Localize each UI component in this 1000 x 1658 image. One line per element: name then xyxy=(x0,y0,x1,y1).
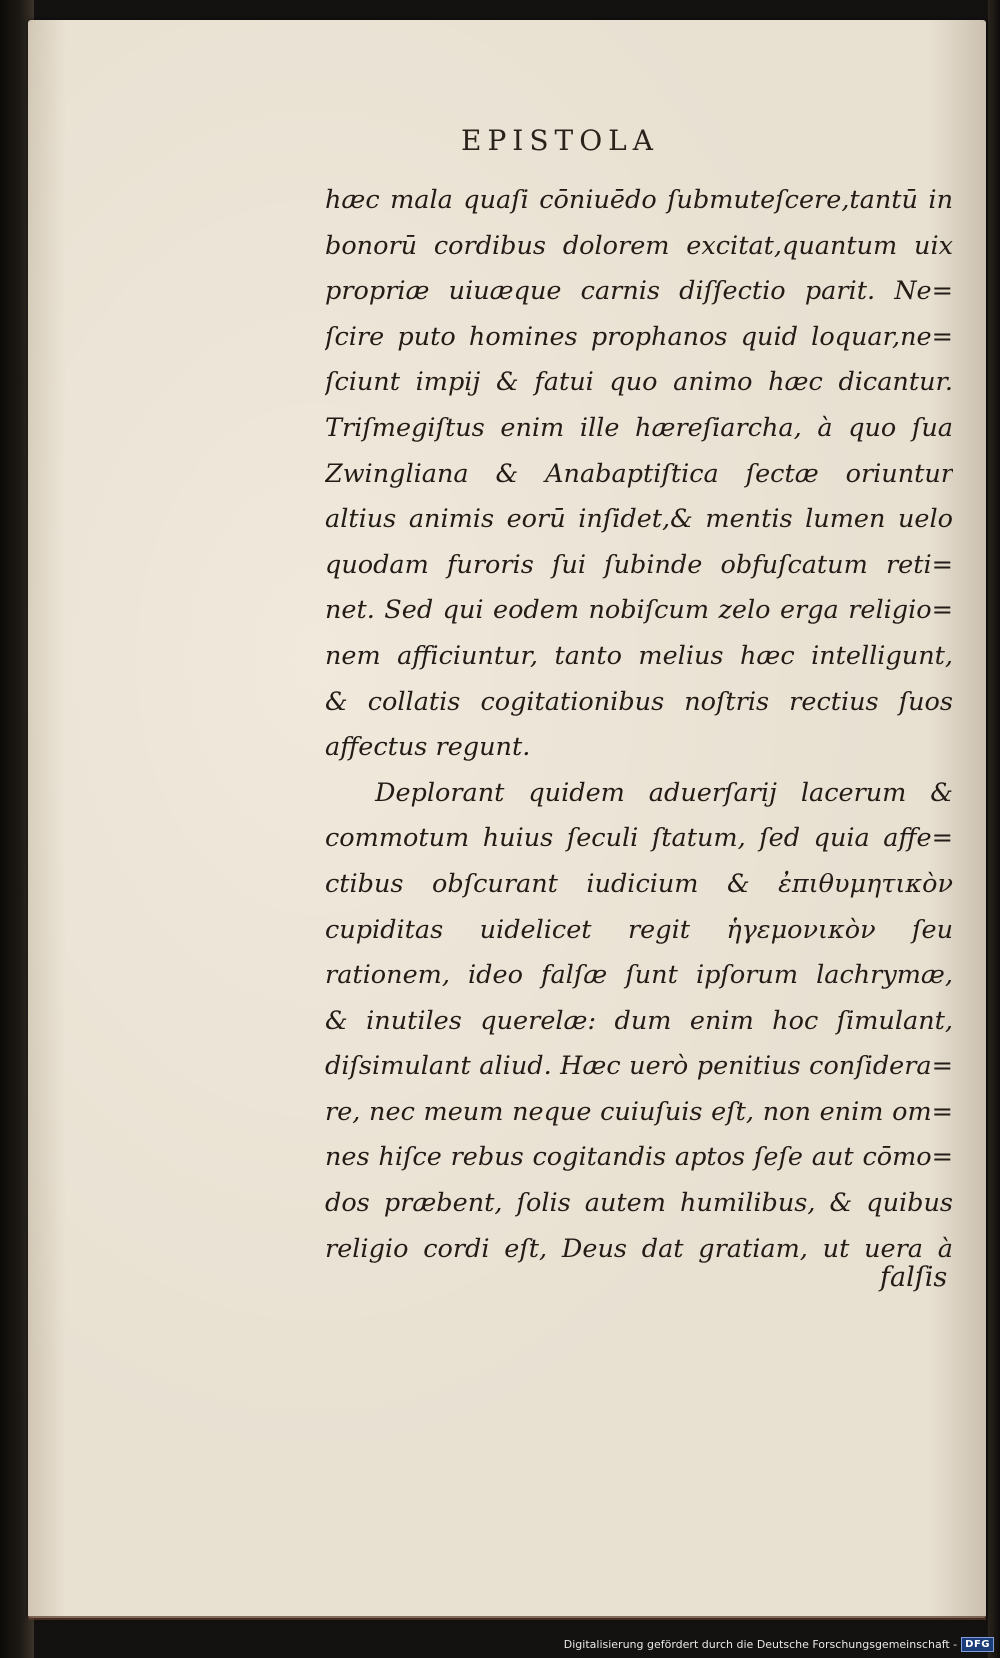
text-line: bonorū cordibus dolorem excitat,quantum uix xyxy=(325,230,953,261)
text-line: & inutiles querelæ: dum enim hoc ſimulant, xyxy=(325,1005,953,1036)
text-line: commotum huius ſeculi ſtatum, ſed quia affe= xyxy=(325,823,953,854)
text-line: nes hiſce rebus cogitandis aptos ſeſe aut cōmo= xyxy=(325,1142,953,1173)
text-line: hæc mala quaſi cōniuēdo ſubmuteſcere,tantū in xyxy=(325,185,953,215)
text-line: cupiditas uidelicet regit ἡγεμονικὸν ſeu xyxy=(325,914,953,945)
text-line: quodam furoris ſui ſubinde obfuſcatum reti= xyxy=(325,549,953,580)
running-head: EPISTOLA xyxy=(461,124,659,157)
footer-credit-text: Digitalisierung gefördert durch die Deutsche Forschungsgemeinschaft - xyxy=(563,1637,958,1651)
paragraph-2 xyxy=(325,771,953,1273)
digitization-footer xyxy=(564,1634,994,1654)
text-line: nem afficiuntur, tanto melius hæc intelligunt, xyxy=(325,640,953,671)
text-line: re, nec meum neque cuiuſuis eſt, non enim om= xyxy=(325,1096,953,1127)
text-line: religio cordi eſt, Deus dat gratiam, ut uera à xyxy=(325,1233,953,1264)
page-body xyxy=(325,178,953,1272)
text-line: rationem, ideo falſæ ſunt ipſorum lachrymæ, xyxy=(325,960,953,991)
page-bottom-edge xyxy=(28,1616,986,1620)
text-line: dos præbent, ſolis autem humilibus, & quibus xyxy=(325,1188,953,1219)
text-line: Deplorant quidem aduerſarij lacerum & xyxy=(375,777,953,808)
text-line: ctibus obſcurant iudicium & ἐπιθυμητικὸν xyxy=(325,868,953,899)
catchword: falſis xyxy=(880,1262,948,1293)
text-line: Zwingliana & Anabaptiſtica ſectæ oriuntur xyxy=(325,458,953,489)
dfg-logo: DFG xyxy=(961,1637,994,1652)
text-line: Triſmegiſtus enim ille hæreſiarcha, à quo ſua xyxy=(325,412,953,443)
text-line: diſsimulant aliud. Hæc uerò penitius conſidera= xyxy=(325,1051,953,1082)
text-line: ſciunt impij & fatui quo animo hæc dicantur. xyxy=(325,367,953,398)
text-line: ſcire puto homines prophanos quid loquar,ne= xyxy=(325,321,953,352)
book-cover-edge xyxy=(988,0,1000,1658)
paragraph-1 xyxy=(325,178,953,771)
text-line: affectus regunt. xyxy=(325,732,531,763)
text-line: altius animis eorū inſidet,& mentis lumen uelo xyxy=(325,504,953,535)
text-line: & collatis cogitationibus noſtris rectius ſuos xyxy=(325,686,953,717)
text-line: propriæ uiuæque carnis diſſectio parit. Ne= xyxy=(325,276,953,307)
text-line: net. Sed qui eodem nobiſcum zelo erga religio= xyxy=(325,595,953,626)
